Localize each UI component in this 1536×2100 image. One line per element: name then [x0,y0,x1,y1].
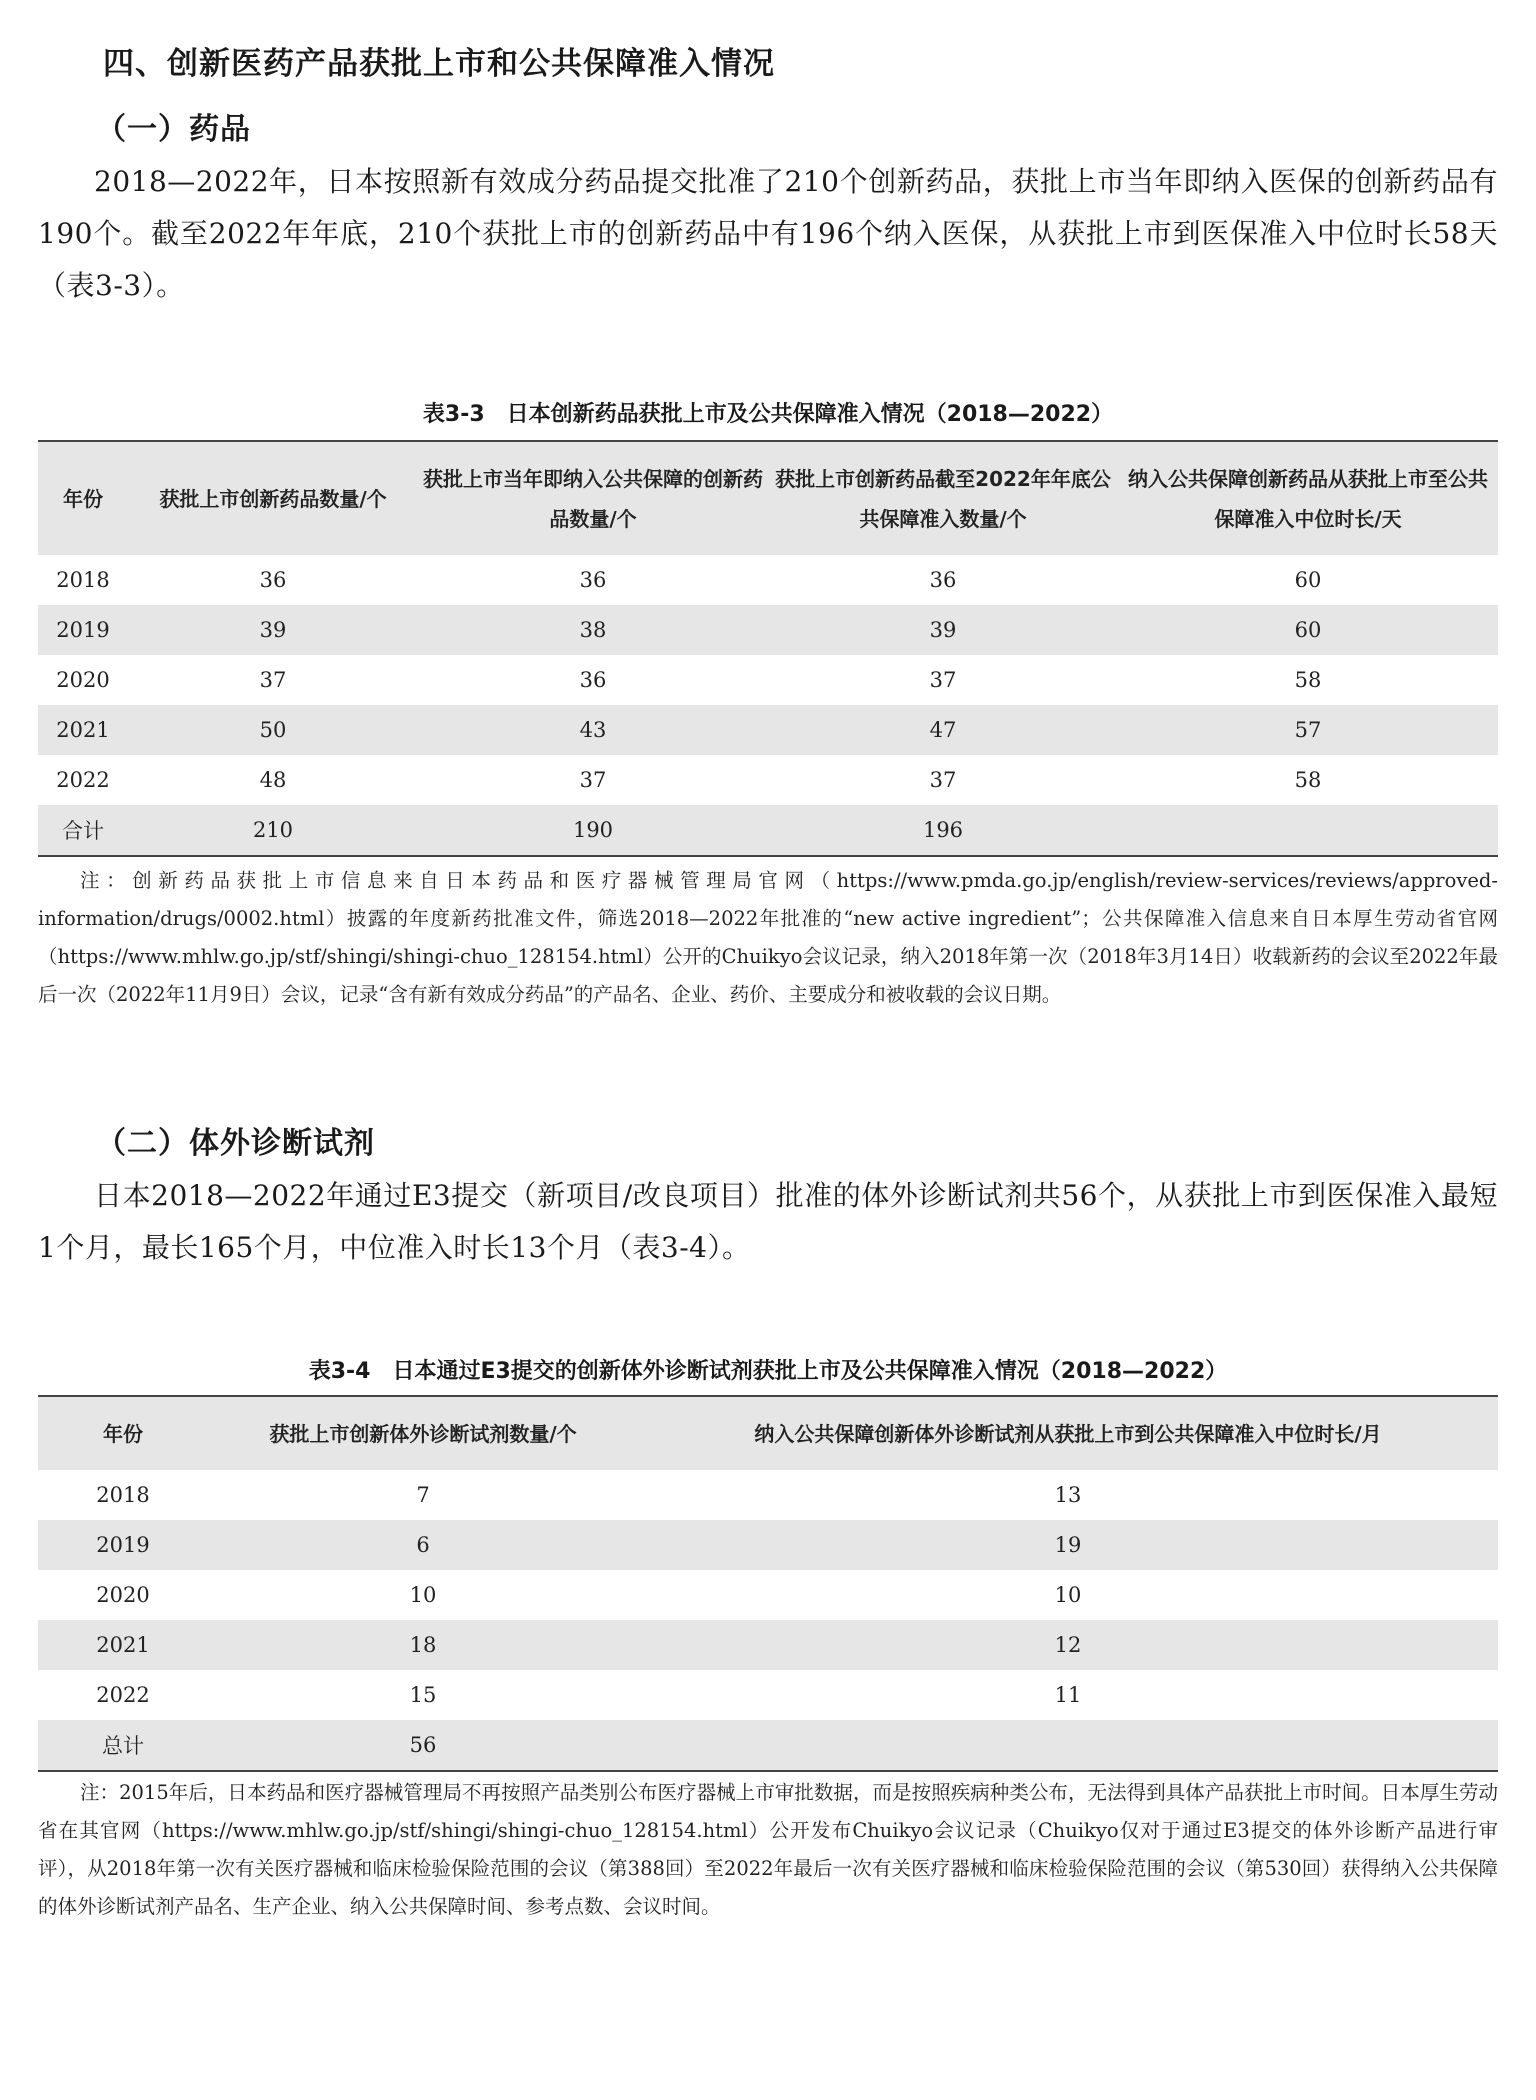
section2-heading: （二）体外诊断试剂 [96,1126,375,1161]
table-cell: 43 [418,705,768,755]
table-cell: 2020 [56,668,110,692]
table1-header: 年份 [38,441,128,555]
table-cell: 2021 [38,1620,208,1670]
table-cell: 37 [929,768,957,792]
table-cell: 39 [128,605,418,655]
table-cell: 36 [259,568,287,592]
table-cell: 39 [768,605,1118,655]
table-row [38,655,1498,705]
table-row [38,1570,1498,1620]
table1 [38,440,1498,857]
section2-paragraph: 日本2018—2022年通过E3提交（新项目/改良项目）批准的体外诊断试剂共56个，从获批上市到医保准入最短1个月，最长165个月，中位准入时长13个月（表3-4）。 [38,1179,1498,1264]
table-cell: 10 [409,1583,437,1607]
table-cell: 13 [1054,1483,1082,1507]
table1-header: 获批上市当年即纳入公共保障的创新药品数量/个 [418,441,768,555]
table-cell [638,1720,1498,1771]
table-cell: 50 [128,705,418,755]
table1-header: 获批上市创新药品截至2022年年底公共保障准入数量/个 [768,441,1118,555]
table-row-total [38,805,1498,856]
table-row [38,1470,1498,1520]
table-cell [1118,805,1498,856]
table1-header: 获批上市创新药品数量/个 [128,441,418,555]
table-cell: 6 [208,1520,638,1570]
table-cell: 11 [1054,1683,1082,1707]
table-row [38,555,1498,605]
table-cell: 56 [208,1720,638,1771]
table2-header: 纳入公共保障创新体外诊断试剂从获批上市到公共保障准入中位时长/月 [638,1396,1498,1470]
table-cell: 36 [929,568,957,592]
table-cell: 2022 [96,1683,150,1707]
table-cell: 36 [579,668,607,692]
table-cell: 10 [1054,1583,1082,1607]
table1-note: 注：创新药品获批上市信息来自日本药品和医疗器械管理局官网（https://www.pmda.go.jp/english/review-services/reviews/approved-information/drugs/0002.html）披露的年度新药批准文件，筛选2018—2022年批准的“new active ingredient”；公共保障准入信息来自日本厚生劳动省官网（https://www.mhlw.go.jp/stf/shingi/shingi-chuo_128154.html）公开的Chuikyo会议记录，纳入2018年第一次（2018年3月14日）收载新药的会议至2022年最后一次（2022年11月9日）会议，记录“含有新有效成分药品”的产品名、企业、药价、主要成分和被收载的会议日期。 [38,869,1498,1006]
table-cell: 47 [768,705,1118,755]
table-cell: 2022 [56,768,110,792]
section1-heading: （一）药品 [96,112,251,147]
table-row [38,1620,1498,1670]
table-cell: 合计 [38,805,128,856]
table-cell: 2020 [96,1583,150,1607]
table-cell: 58 [1294,768,1322,792]
table-cell: 2018 [96,1483,150,1507]
table-cell: 18 [208,1620,638,1670]
main-heading: 四、创新医药产品获批上市和公共保障准入情况 [103,46,775,82]
table-cell: 58 [1294,668,1322,692]
table-row [38,1670,1498,1720]
table-cell: 60 [1294,568,1322,592]
table-row [38,755,1498,805]
table-cell: 2021 [38,705,128,755]
table-cell: 7 [416,1483,430,1507]
table-cell: 12 [638,1620,1498,1670]
table2-header: 获批上市创新体外诊断试剂数量/个 [208,1396,638,1470]
table-cell: 2019 [38,1520,208,1570]
table-cell: 37 [929,668,957,692]
table1-caption: 表3-3 日本创新药品获批上市及公共保障准入情况（2018—2022） [422,402,1114,427]
table2-header: 年份 [38,1396,208,1470]
table-cell: 48 [259,768,287,792]
table-cell: 38 [418,605,768,655]
table-cell: 60 [1118,605,1498,655]
table-row [38,705,1498,755]
table-cell: 190 [418,805,768,856]
table-cell: 196 [768,805,1118,856]
table-row [38,1520,1498,1570]
table-row-total [38,1720,1498,1771]
table-cell: 2019 [38,605,128,655]
table2-caption: 表3-4 日本通过E3提交的创新体外诊断试剂获批上市及公共保障准入情况（2018—2022） [308,1359,1228,1384]
section1-paragraph: 2018—2022年，日本按照新有效成分药品提交批准了210个创新药品，获批上市当年即纳入医保的创新药品有190个。截至2022年年底，210个获批上市的创新药品中有196个纳入医保，从获批上市到医保准入中位时长58天（表3-3）。 [38,165,1498,302]
table2 [38,1395,1498,1772]
table-cell: 57 [1118,705,1498,755]
table-cell: 总计 [38,1720,208,1771]
table-row [38,605,1498,655]
table-cell: 210 [128,805,418,856]
table-cell: 37 [259,668,287,692]
table1-header: 纳入公共保障创新药品从获批上市至公共保障准入中位时长/天 [1118,441,1498,555]
table-cell: 36 [579,568,607,592]
table-cell: 37 [579,768,607,792]
table-cell: 19 [638,1520,1498,1570]
table-cell: 15 [409,1683,437,1707]
table2-note: 注：2015年后，日本药品和医疗器械管理局不再按照产品类别公布医疗器械上市审批数据，而是按照疾病种类公布，无法得到具体产品获批上市时间。日本厚生劳动省在其官网（https://www.mhlw.go.jp/stf/shingi/shingi-chuo_128154.html）公开发布Chuikyo会议记录（Chuikyo仅对于通过E3提交的体外诊断产品进行审评），从2018年第一次有关医疗器械和临床检验保险范围的会议（第388回）至2022年最后一次有关医疗器械和临床检验保险范围的会议（第530回）获得纳入公共保障的体外诊断试剂产品名、生产企业、纳入公共保障时间、参考点数、会议时间。 [38,1781,1498,1918]
table-cell: 2018 [56,568,110,592]
